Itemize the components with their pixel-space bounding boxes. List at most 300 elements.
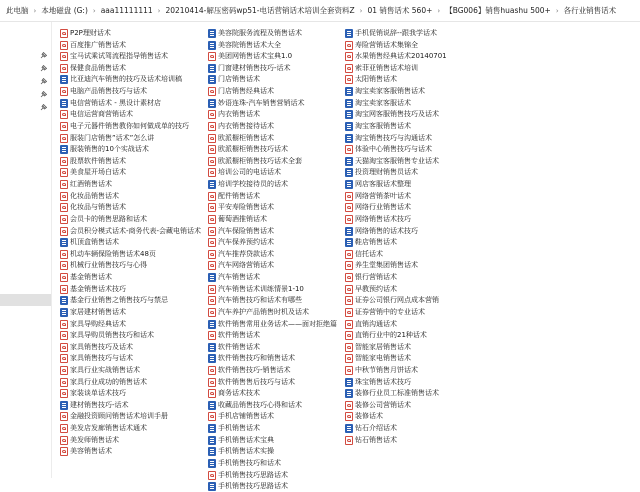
file-name: 鞋店销售话术 bbox=[355, 238, 397, 247]
pdf-file-icon bbox=[60, 320, 68, 329]
pdf-file-icon bbox=[60, 285, 68, 294]
file-name: 建材销售技巧-话术 bbox=[70, 400, 129, 409]
word-file-icon bbox=[208, 447, 216, 456]
pdf-file-icon bbox=[208, 331, 216, 340]
word-file-icon bbox=[345, 87, 353, 96]
pdf-file-icon bbox=[60, 41, 68, 50]
file-name: 手机销售话术实操 bbox=[218, 447, 274, 456]
file-name: 软件销售售后技巧与话术 bbox=[218, 377, 295, 386]
file-item[interactable] bbox=[60, 423, 147, 434]
file-item[interactable] bbox=[345, 121, 411, 132]
file-item[interactable] bbox=[60, 74, 182, 85]
word-file-icon bbox=[208, 273, 216, 282]
file-item[interactable] bbox=[345, 98, 411, 109]
word-file-icon bbox=[345, 238, 353, 247]
file-name: 美容院服务流程及销售话术 bbox=[218, 29, 302, 37]
pdf-file-icon bbox=[60, 412, 68, 421]
file-item[interactable] bbox=[345, 353, 411, 364]
file-item[interactable] bbox=[345, 191, 411, 202]
file-item[interactable] bbox=[345, 133, 432, 144]
chevron-right-icon[interactable]: › bbox=[157, 6, 161, 15]
file-name: 汽车销售话术训练情景1-10 bbox=[218, 284, 304, 293]
file-item[interactable] bbox=[208, 202, 274, 213]
file-name: 家具销售技巧及话术 bbox=[70, 342, 133, 351]
chevron-right-icon[interactable]: › bbox=[437, 6, 441, 15]
pin-icon[interactable] bbox=[40, 52, 47, 59]
word-file-icon bbox=[208, 64, 216, 73]
file-item[interactable] bbox=[208, 214, 267, 225]
file-item[interactable] bbox=[345, 272, 397, 283]
file-name: 欧派橱柜销售技巧话术全套 bbox=[218, 156, 302, 165]
pdf-file-icon bbox=[345, 203, 353, 212]
file-name: 体验中心销售技巧与话术 bbox=[355, 145, 432, 154]
file-item[interactable] bbox=[208, 377, 295, 388]
file-name: 投资理财销售员话术 bbox=[355, 168, 418, 177]
file-name: 基金销售话术 bbox=[70, 273, 112, 282]
pdf-file-icon bbox=[208, 366, 216, 375]
file-name: 服装销售的10个实战话术 bbox=[70, 145, 149, 154]
pdf-file-icon bbox=[208, 227, 216, 236]
chevron-right-icon[interactable]: › bbox=[33, 6, 37, 15]
pdf-file-icon bbox=[345, 343, 353, 352]
file-item[interactable] bbox=[60, 109, 133, 120]
pdf-file-icon bbox=[60, 110, 68, 119]
file-item[interactable] bbox=[208, 156, 302, 167]
file-item[interactable] bbox=[60, 63, 126, 74]
pdf-file-icon bbox=[60, 134, 68, 143]
file-item[interactable] bbox=[345, 260, 418, 271]
file-item[interactable] bbox=[60, 226, 201, 237]
file-item[interactable] bbox=[208, 226, 274, 237]
file-name: 收藏品销售技巧心得和话术 bbox=[218, 400, 302, 409]
file-name: 水果销售经典话术20140701 bbox=[355, 52, 447, 61]
word-file-icon bbox=[208, 180, 216, 189]
file-item[interactable] bbox=[60, 156, 126, 167]
word-file-icon bbox=[208, 343, 216, 352]
chevron-right-icon[interactable]: › bbox=[92, 6, 96, 15]
pdf-file-icon bbox=[60, 215, 68, 224]
file-item[interactable] bbox=[345, 295, 439, 306]
file-name: 太阳销售话术 bbox=[355, 75, 397, 84]
file-item[interactable] bbox=[208, 40, 281, 51]
file-item[interactable] bbox=[60, 98, 161, 109]
file-item[interactable] bbox=[60, 202, 126, 213]
pdf-file-icon bbox=[345, 285, 353, 294]
pin-icon[interactable] bbox=[40, 91, 47, 98]
file-name: 直销沟通话术 bbox=[355, 319, 397, 328]
file-name: 淘宝网客服销售技巧及话术 bbox=[355, 110, 439, 119]
pdf-file-icon bbox=[345, 308, 353, 317]
pdf-file-icon bbox=[208, 412, 216, 421]
file-name: 手机销售技巧和话术 bbox=[218, 458, 281, 467]
pdf-file-icon bbox=[208, 134, 216, 143]
file-item[interactable] bbox=[208, 353, 295, 364]
pdf-file-icon bbox=[60, 447, 68, 456]
file-name: 配件销售话术 bbox=[218, 191, 260, 200]
file-item[interactable] bbox=[60, 179, 112, 190]
file-item[interactable] bbox=[60, 51, 168, 62]
pin-icon[interactable] bbox=[40, 65, 47, 72]
file-item[interactable] bbox=[208, 98, 305, 109]
file-name: 装修话术 bbox=[355, 412, 383, 421]
file-item[interactable] bbox=[208, 249, 274, 260]
file-item[interactable] bbox=[60, 237, 119, 248]
file-item[interactable] bbox=[345, 51, 447, 62]
file-item[interactable] bbox=[60, 86, 147, 97]
breadcrumb-segment[interactable]: aaa11111111 bbox=[100, 6, 153, 15]
pdf-file-icon bbox=[345, 354, 353, 363]
pdf-file-icon bbox=[345, 52, 353, 61]
file-item[interactable] bbox=[208, 167, 281, 178]
file-name: 钻石介绍话术 bbox=[355, 424, 397, 433]
pdf-file-icon bbox=[60, 436, 68, 445]
file-name: 网络销售的话术技巧 bbox=[355, 226, 418, 235]
pdf-file-icon bbox=[60, 424, 68, 433]
file-item[interactable] bbox=[208, 307, 309, 318]
file-item[interactable] bbox=[60, 388, 126, 399]
word-file-icon bbox=[345, 227, 353, 236]
file-item[interactable] bbox=[208, 63, 291, 74]
file-item[interactable] bbox=[208, 191, 260, 202]
file-name: 淘宝销售技巧与沟通话术 bbox=[355, 133, 432, 142]
file-item[interactable] bbox=[208, 388, 260, 399]
pdf-file-icon bbox=[208, 52, 216, 61]
file-item[interactable] bbox=[208, 481, 288, 492]
breadcrumb-segment[interactable]: 01 销售话术 560+ bbox=[367, 6, 433, 15]
pdf-file-icon bbox=[208, 378, 216, 387]
file-item[interactable] bbox=[345, 377, 411, 388]
file-name: 手机销售话术宝典 bbox=[218, 435, 274, 444]
file-item[interactable] bbox=[208, 423, 260, 434]
file-name: 家装谈单话术技巧 bbox=[70, 389, 126, 398]
word-file-icon bbox=[60, 401, 68, 410]
pdf-file-icon bbox=[208, 389, 216, 398]
file-name: 电脑产品销售技巧与话术 bbox=[70, 87, 147, 96]
file-item[interactable] bbox=[345, 202, 411, 213]
file-item[interactable] bbox=[60, 167, 126, 178]
file-item[interactable] bbox=[60, 435, 119, 446]
word-file-icon bbox=[345, 157, 353, 166]
file-item[interactable] bbox=[208, 435, 274, 446]
pdf-file-icon bbox=[60, 343, 68, 352]
file-name: 直销行业中的21种话术 bbox=[355, 331, 427, 340]
file-item[interactable] bbox=[60, 284, 126, 295]
file-name: 索菲亚销售话术培训 bbox=[355, 63, 418, 72]
file-item[interactable] bbox=[208, 470, 288, 481]
file-item[interactable] bbox=[60, 40, 126, 51]
file-name: 葡萄酒推销话术 bbox=[218, 214, 267, 223]
breadcrumb-segment[interactable]: 此电脑 bbox=[6, 6, 29, 15]
chevron-right-icon[interactable]: › bbox=[359, 6, 363, 15]
pdf-file-icon bbox=[208, 168, 216, 177]
file-name: 淘宝客服销售话术 bbox=[355, 121, 411, 130]
file-item[interactable] bbox=[345, 388, 439, 399]
file-item[interactable] bbox=[60, 260, 147, 271]
file-name: 商务话术技术 bbox=[218, 389, 260, 398]
file-name: 手机销售技巧思路话术 bbox=[218, 482, 288, 491]
file-name: 软件销售话术 bbox=[218, 331, 260, 340]
word-file-icon bbox=[60, 99, 68, 108]
file-item[interactable] bbox=[60, 307, 126, 318]
word-file-icon bbox=[208, 354, 216, 363]
file-item[interactable] bbox=[208, 260, 274, 271]
file-item[interactable] bbox=[208, 319, 337, 330]
file-name: 汽车网络营销话术 bbox=[218, 261, 274, 270]
file-item[interactable] bbox=[345, 179, 411, 190]
file-item[interactable] bbox=[208, 284, 304, 295]
file-name: 早教预约话术 bbox=[355, 284, 397, 293]
file-item[interactable] bbox=[208, 295, 302, 306]
file-name: 金融投资顾问销售话术培训手册 bbox=[70, 412, 168, 421]
pdf-file-icon bbox=[345, 215, 353, 224]
pdf-file-icon bbox=[60, 29, 68, 38]
file-item[interactable] bbox=[208, 28, 302, 39]
file-item[interactable] bbox=[208, 133, 274, 144]
pdf-file-icon bbox=[208, 250, 216, 259]
file-name: 汽车保养预约话术 bbox=[218, 238, 274, 247]
file-item[interactable] bbox=[345, 307, 425, 318]
file-name: 家具导购员销售技巧和话术 bbox=[70, 331, 154, 340]
breadcrumb-segment[interactable]: 【BG006】销售huashu 500+ bbox=[445, 6, 551, 15]
pdf-file-icon bbox=[208, 192, 216, 201]
file-item[interactable] bbox=[208, 51, 292, 62]
pdf-file-icon bbox=[345, 75, 353, 84]
file-name: 家具导购经典话术 bbox=[70, 319, 126, 328]
pdf-file-icon bbox=[208, 203, 216, 212]
file-item[interactable] bbox=[60, 365, 140, 376]
file-item[interactable] bbox=[345, 156, 439, 167]
file-name: 机械行业销售技巧与心得 bbox=[70, 261, 147, 270]
file-name: 化妆品销售话术 bbox=[70, 191, 119, 200]
pdf-file-icon bbox=[345, 250, 353, 259]
word-file-icon bbox=[208, 29, 216, 38]
file-name: 家具销售技巧与话术 bbox=[70, 354, 133, 363]
file-name: 美团网销售话术宝典1.0 bbox=[218, 52, 293, 61]
pdf-file-icon bbox=[60, 366, 68, 375]
file-item[interactable] bbox=[345, 167, 418, 178]
file-item[interactable] bbox=[60, 319, 126, 330]
file-name: 比亚迪汽车销售的技巧及话术培训稿 bbox=[70, 75, 182, 84]
file-name: 美发师销售话术 bbox=[70, 435, 119, 444]
file-item[interactable] bbox=[60, 330, 154, 341]
file-item[interactable] bbox=[345, 144, 432, 155]
file-name: 手机销售技巧思路话术 bbox=[218, 470, 288, 479]
file-item[interactable] bbox=[208, 330, 260, 341]
file-name: 软件销售技巧-销售话术 bbox=[218, 365, 291, 374]
pdf-file-icon bbox=[345, 296, 353, 305]
file-name: 平安寿险销售话术 bbox=[218, 203, 274, 212]
file-name: 软件销售常用业务话术——面对拒绝篇 bbox=[218, 319, 337, 328]
file-name: 家具行业成功的销售话术 bbox=[70, 377, 147, 386]
file-name: 服装门店销售”话术”怎么讲 bbox=[70, 133, 155, 142]
file-item[interactable] bbox=[345, 423, 397, 434]
file-item[interactable] bbox=[208, 458, 281, 469]
file-item[interactable] bbox=[208, 109, 260, 120]
file-item[interactable] bbox=[60, 214, 147, 225]
pdf-file-icon bbox=[208, 122, 216, 131]
file-name: 寿险营销话术集锦全 bbox=[355, 40, 418, 49]
pdf-file-icon bbox=[345, 64, 353, 73]
pdf-file-icon bbox=[60, 389, 68, 398]
chevron-right-icon[interactable]: › bbox=[555, 6, 559, 15]
pdf-file-icon bbox=[208, 157, 216, 166]
file-name: 家具行业实战销售话术 bbox=[70, 365, 140, 374]
file-item[interactable] bbox=[345, 330, 427, 341]
pdf-file-icon bbox=[345, 145, 353, 154]
pin-icon[interactable] bbox=[40, 78, 47, 85]
file-item[interactable] bbox=[208, 272, 260, 283]
file-item[interactable] bbox=[60, 121, 189, 132]
file-name: 会员积分模式话术-商务代表-会藏电销话术 bbox=[70, 226, 202, 235]
file-item[interactable] bbox=[345, 63, 418, 74]
file-item[interactable] bbox=[345, 74, 397, 85]
file-name: 欧派橱柜销售话术 bbox=[218, 133, 274, 142]
pdf-file-icon bbox=[60, 157, 68, 166]
navigation-pane[interactable] bbox=[0, 22, 52, 478]
file-item[interactable] bbox=[345, 342, 411, 353]
pdf-file-icon bbox=[60, 261, 68, 270]
file-list[interactable] bbox=[52, 28, 640, 491]
word-file-icon bbox=[208, 320, 216, 329]
file-name: 软件销售话术 bbox=[218, 342, 260, 351]
file-name: 美发店发廊销售话术通术 bbox=[70, 424, 147, 433]
file-item[interactable] bbox=[60, 342, 133, 353]
breadcrumb-segment[interactable]: 各行业销售话术 bbox=[563, 6, 617, 15]
file-name: 汽车保险销售话术 bbox=[218, 226, 274, 235]
pdf-file-icon bbox=[208, 308, 216, 317]
word-file-icon bbox=[208, 459, 216, 468]
file-item[interactable] bbox=[345, 226, 418, 237]
word-file-icon bbox=[60, 145, 68, 154]
file-item[interactable] bbox=[345, 435, 397, 446]
file-name: 证券公司银行网点成本营销 bbox=[355, 296, 439, 305]
file-name: 淘宝卖家客服销售话术 bbox=[355, 87, 425, 96]
file-item[interactable] bbox=[60, 446, 112, 457]
file-item[interactable] bbox=[345, 284, 397, 295]
pdf-file-icon bbox=[208, 215, 216, 224]
file-item[interactable] bbox=[208, 365, 291, 376]
word-file-icon bbox=[345, 122, 353, 131]
pin-icon[interactable] bbox=[40, 104, 47, 111]
word-file-icon bbox=[345, 134, 353, 143]
file-item[interactable] bbox=[60, 295, 168, 306]
file-name: 宝马试乘试驾流程指导销售话术 bbox=[70, 52, 168, 61]
pdf-file-icon bbox=[60, 192, 68, 201]
file-name: 培训学校接待员的话术 bbox=[218, 180, 288, 189]
file-item[interactable] bbox=[208, 144, 288, 155]
breadcrumb bbox=[0, 0, 640, 22]
word-file-icon bbox=[345, 424, 353, 433]
word-file-icon bbox=[208, 482, 216, 491]
file-item[interactable] bbox=[345, 28, 437, 39]
pdf-file-icon bbox=[60, 64, 68, 73]
file-item[interactable] bbox=[208, 411, 274, 422]
file-item[interactable] bbox=[60, 411, 168, 422]
file-item[interactable] bbox=[208, 237, 274, 248]
file-item[interactable] bbox=[60, 377, 147, 388]
file-name: 内衣销售接待话术 bbox=[218, 121, 274, 130]
file-item[interactable] bbox=[345, 319, 397, 330]
file-name: 美容院销售话术大全 bbox=[218, 40, 281, 49]
file-name: 美容销售话术 bbox=[70, 447, 112, 456]
file-name: 汽车养护产品销售时机及话术 bbox=[218, 307, 309, 316]
file-item[interactable] bbox=[345, 237, 397, 248]
file-name: 信托话术 bbox=[355, 249, 383, 258]
file-name: 银行营销话术 bbox=[355, 273, 397, 282]
file-name: 天猫淘宝客服销售专业话术 bbox=[355, 156, 439, 165]
word-file-icon bbox=[345, 99, 353, 108]
pdf-file-icon bbox=[60, 331, 68, 340]
breadcrumb-segment[interactable]: 20210414-解压密码wp51-电话营销话术培训全套资料Z bbox=[165, 6, 355, 15]
file-item[interactable] bbox=[208, 179, 288, 190]
file-name: 汽车销售技巧和话术有哪些 bbox=[218, 296, 302, 305]
file-item[interactable] bbox=[345, 400, 411, 411]
word-file-icon bbox=[345, 29, 353, 38]
pdf-file-icon bbox=[60, 122, 68, 131]
pdf-file-icon bbox=[60, 180, 68, 189]
word-file-icon bbox=[345, 389, 353, 398]
pdf-file-icon bbox=[60, 203, 68, 212]
pdf-file-icon bbox=[60, 227, 68, 236]
pdf-file-icon bbox=[345, 366, 353, 375]
pdf-file-icon bbox=[208, 296, 216, 305]
file-item[interactable] bbox=[60, 249, 156, 260]
word-file-icon bbox=[345, 110, 353, 119]
file-item[interactable] bbox=[208, 446, 274, 457]
pdf-file-icon bbox=[345, 273, 353, 282]
file-item[interactable] bbox=[60, 28, 111, 39]
pdf-file-icon bbox=[60, 250, 68, 259]
file-name: 基金行业销售之销售技巧与禁忌 bbox=[70, 296, 168, 305]
file-item[interactable] bbox=[345, 365, 418, 376]
file-name: 红酒销售话术 bbox=[70, 180, 112, 189]
file-name: 淘宝卖家客服话术 bbox=[355, 98, 411, 107]
file-item[interactable] bbox=[345, 40, 418, 51]
file-item[interactable] bbox=[345, 86, 425, 97]
file-name: 培训公司的电话话术 bbox=[218, 168, 281, 177]
breadcrumb-segment[interactable]: 本地磁盘 (G:) bbox=[41, 6, 88, 15]
file-item[interactable] bbox=[208, 400, 302, 411]
file-item[interactable] bbox=[60, 353, 133, 364]
file-item[interactable] bbox=[60, 144, 149, 155]
file-name: 会员卡的销售思路和话术 bbox=[70, 214, 147, 223]
pdf-file-icon bbox=[60, 52, 68, 61]
pdf-file-icon bbox=[208, 110, 216, 119]
file-name: 软件销售技巧和销售话术 bbox=[218, 354, 295, 363]
file-item[interactable] bbox=[60, 272, 112, 283]
file-item[interactable] bbox=[60, 133, 154, 144]
file-item[interactable] bbox=[208, 342, 260, 353]
file-item[interactable] bbox=[60, 400, 129, 411]
pdf-file-icon bbox=[60, 378, 68, 387]
file-name: 中秋节销售月饼话术 bbox=[355, 365, 418, 374]
nav-selected-item[interactable] bbox=[0, 294, 51, 306]
word-file-icon bbox=[345, 180, 353, 189]
file-name: 门窗建材销售技巧-话术 bbox=[218, 63, 291, 72]
file-item[interactable] bbox=[345, 109, 439, 120]
word-file-icon bbox=[60, 308, 68, 317]
file-item[interactable] bbox=[345, 214, 411, 225]
file-item[interactable] bbox=[345, 411, 383, 422]
file-item[interactable] bbox=[208, 121, 274, 132]
file-item[interactable] bbox=[208, 74, 260, 85]
file-item[interactable] bbox=[345, 249, 383, 260]
pdf-file-icon bbox=[345, 401, 353, 410]
file-item[interactable] bbox=[60, 191, 119, 202]
file-name: 养生堂集团销售话术 bbox=[355, 261, 418, 270]
file-item[interactable] bbox=[208, 86, 274, 97]
file-name: 钻石销售话术 bbox=[355, 435, 397, 444]
